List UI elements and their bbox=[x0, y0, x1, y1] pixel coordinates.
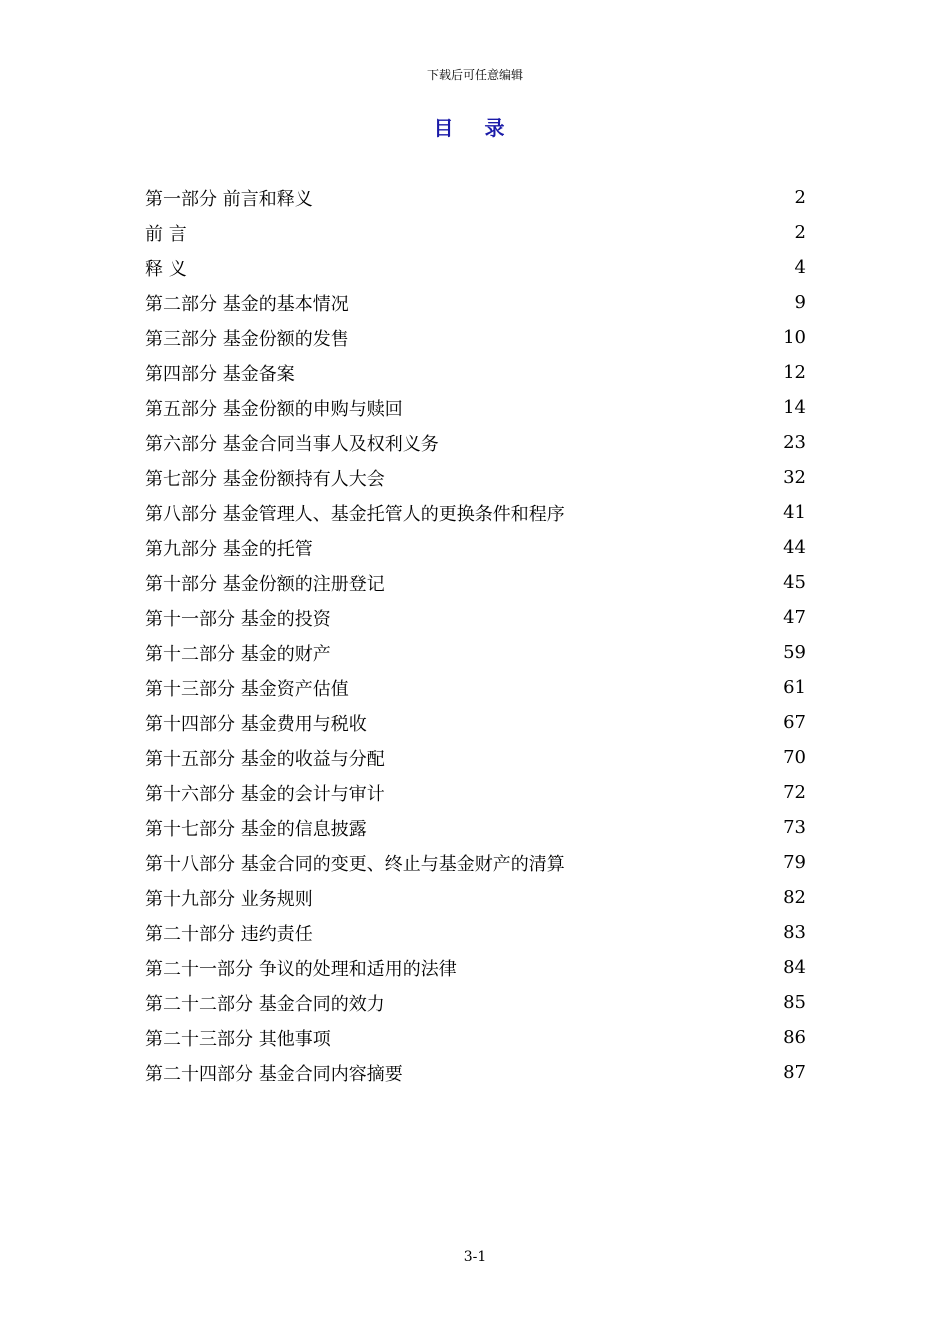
toc-entry-label: 第六部分 基金合同当事人及权利义务 bbox=[145, 433, 439, 455]
toc-entry-label: 第十四部分 基金费用与税收 bbox=[145, 713, 367, 735]
toc-entry-label: 第十八部分 基金合同的变更、终止与基金财产的清算 bbox=[145, 853, 565, 875]
toc-entry-page: 84 bbox=[783, 957, 806, 978]
toc-entry-page: 9 bbox=[794, 292, 806, 313]
toc-entry[interactable] bbox=[145, 740, 806, 775]
toc-entry-page: 70 bbox=[783, 747, 806, 768]
toc-entry-page: 47 bbox=[783, 607, 806, 628]
toc-entry-page: 44 bbox=[783, 537, 806, 558]
toc-entry-page: 67 bbox=[783, 712, 806, 733]
toc-entry[interactable] bbox=[145, 915, 806, 950]
toc-entry-label: 第十一部分 基金的投资 bbox=[145, 608, 331, 630]
toc-entry-label: 第二十一部分 争议的处理和适用的法律 bbox=[145, 958, 457, 980]
toc-entry-page: 2 bbox=[794, 187, 806, 208]
toc-entry[interactable] bbox=[145, 565, 806, 600]
toc-entry-page: 86 bbox=[783, 1027, 806, 1048]
toc-entry-label: 第八部分 基金管理人、基金托管人的更换条件和程序 bbox=[145, 503, 565, 525]
toc-entry-label: 第二十三部分 其他事项 bbox=[145, 1028, 331, 1050]
toc-entry[interactable] bbox=[145, 285, 806, 320]
toc-entry[interactable] bbox=[145, 775, 806, 810]
toc-title: 目 录 bbox=[433, 116, 517, 140]
toc-entry-page: 87 bbox=[783, 1062, 806, 1083]
toc-entry-page: 83 bbox=[783, 922, 806, 943]
toc-entry-page: 32 bbox=[783, 467, 806, 488]
toc-entry-page: 41 bbox=[783, 502, 806, 523]
toc-entry-label: 前 言 bbox=[145, 223, 187, 245]
toc-entry-label: 第十部分 基金份额的注册登记 bbox=[145, 573, 385, 595]
toc-entry[interactable] bbox=[145, 355, 806, 390]
toc-entry-label: 第二部分 基金的基本情况 bbox=[145, 293, 349, 315]
toc-entry[interactable] bbox=[145, 635, 806, 670]
toc-entry-page: 4 bbox=[794, 257, 806, 278]
toc-entry-label: 第十九部分 业务规则 bbox=[145, 888, 313, 910]
toc-entry[interactable] bbox=[145, 985, 806, 1020]
toc-entry[interactable] bbox=[145, 180, 806, 215]
toc-entry[interactable] bbox=[145, 460, 806, 495]
toc-entry-page: 72 bbox=[783, 782, 806, 803]
toc-entry-page: 79 bbox=[783, 852, 806, 873]
toc-entry-page: 10 bbox=[783, 327, 806, 348]
toc-entry[interactable] bbox=[145, 845, 806, 880]
toc-entry[interactable] bbox=[145, 950, 806, 985]
toc-entry-label: 释 义 bbox=[145, 258, 187, 280]
toc-entry-label: 第十二部分 基金的财产 bbox=[145, 643, 331, 665]
toc-entry-page: 12 bbox=[783, 362, 806, 383]
toc-entry-label: 第二十四部分 基金合同内容摘要 bbox=[145, 1063, 403, 1085]
toc-entry-label: 第三部分 基金份额的发售 bbox=[145, 328, 349, 350]
toc-entry[interactable] bbox=[145, 320, 806, 355]
toc-entry[interactable] bbox=[145, 810, 806, 845]
toc-entry-label: 第十五部分 基金的收益与分配 bbox=[145, 748, 385, 770]
toc-entry[interactable] bbox=[145, 425, 806, 460]
toc-entry-page: 14 bbox=[783, 397, 806, 418]
toc-entry-page: 73 bbox=[783, 817, 806, 838]
toc-entry[interactable] bbox=[145, 530, 806, 565]
toc-entry[interactable] bbox=[145, 1020, 806, 1055]
toc-entry-label: 第四部分 基金备案 bbox=[145, 363, 295, 385]
toc-entry[interactable] bbox=[145, 705, 806, 740]
toc-entry[interactable] bbox=[145, 250, 806, 285]
toc-entry[interactable] bbox=[145, 1055, 806, 1090]
toc-entry-page: 82 bbox=[783, 887, 806, 908]
toc-entry-page: 61 bbox=[783, 677, 806, 698]
header-note: 下载后可任意编辑 bbox=[426, 68, 523, 82]
toc-entry[interactable] bbox=[145, 215, 806, 250]
toc-entry[interactable] bbox=[145, 670, 806, 705]
toc-entry-label: 第十七部分 基金的信息披露 bbox=[145, 818, 367, 840]
toc-entry[interactable] bbox=[145, 880, 806, 915]
toc-entry-page: 45 bbox=[783, 572, 806, 593]
toc-entry-label: 第十六部分 基金的会计与审计 bbox=[145, 783, 385, 805]
page-number: 3-1 bbox=[463, 1249, 487, 1265]
toc-entry-page: 85 bbox=[783, 992, 806, 1013]
toc-entry-label: 第一部分 前言和释义 bbox=[145, 188, 313, 210]
toc-entry-label: 第九部分 基金的托管 bbox=[145, 538, 313, 560]
toc-entry-page: 59 bbox=[783, 642, 806, 663]
toc-entry[interactable] bbox=[145, 390, 806, 425]
toc-entry[interactable] bbox=[145, 600, 806, 635]
toc-entry-label: 第五部分 基金份额的申购与赎回 bbox=[145, 398, 403, 420]
toc-list bbox=[145, 180, 806, 1090]
toc-entry-page: 23 bbox=[783, 432, 806, 453]
toc-entry-label: 第七部分 基金份额持有人大会 bbox=[145, 468, 385, 490]
toc-entry-label: 第十三部分 基金资产估值 bbox=[145, 678, 349, 700]
toc-entry[interactable] bbox=[145, 495, 806, 530]
toc-entry-label: 第二十部分 违约责任 bbox=[145, 923, 313, 945]
toc-entry-label: 第二十二部分 基金合同的效力 bbox=[145, 993, 385, 1015]
toc-entry-page: 2 bbox=[794, 222, 806, 243]
